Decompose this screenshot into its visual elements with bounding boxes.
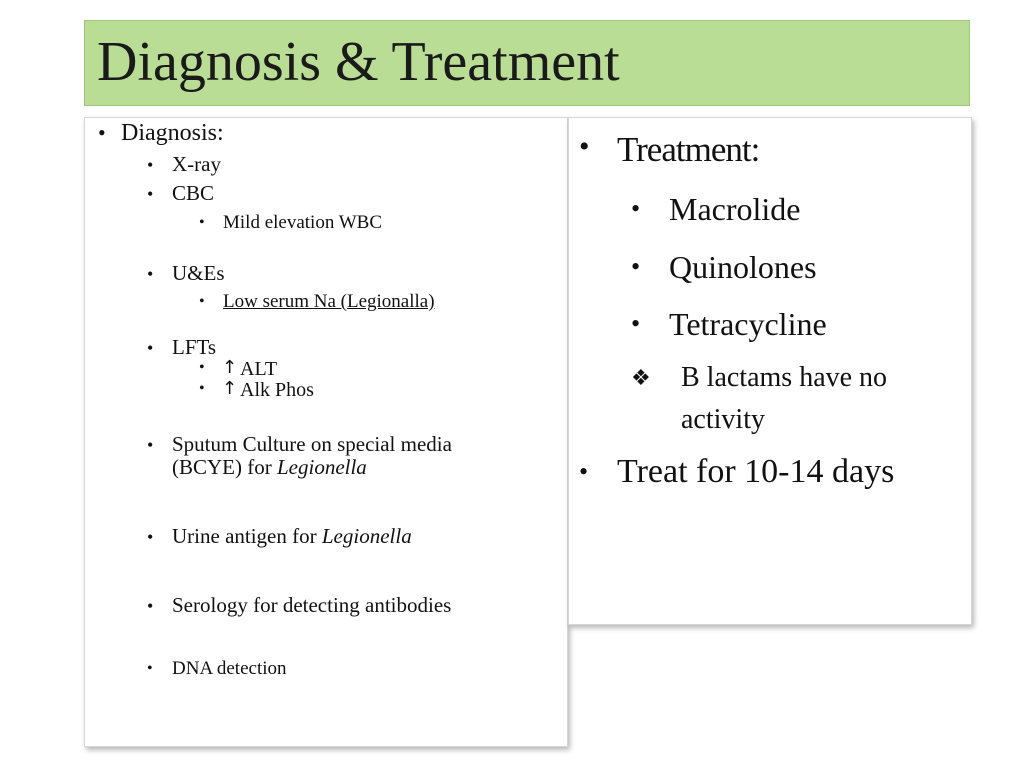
diag-sputum-line1: Sputum Culture on special media (172, 432, 452, 456)
bullet-icon: • (147, 596, 154, 616)
diag-lfts: LFTs (172, 335, 217, 359)
bullet-icon: • (579, 457, 589, 486)
treatment-quinolones: Quinolones (669, 249, 817, 285)
title-bar (84, 20, 970, 106)
diag-xray: X-ray (172, 152, 221, 176)
diag-sputum-line2 (172, 455, 367, 480)
diag-sputum-prefix: (BCYE) for (172, 455, 277, 479)
bullet-icon: • (631, 252, 641, 281)
bullet-icon: • (147, 155, 154, 175)
up-arrow-icon: ↑ (222, 357, 238, 378)
diag-cbc-detail: Mild elevation WBC (223, 212, 383, 233)
bullet-icon: • (631, 309, 641, 338)
bullet-icon: • (147, 660, 153, 677)
diag-cbc: CBC (172, 181, 215, 205)
diag-dna: DNA detection (172, 658, 287, 679)
diag-alt: ALT (240, 358, 278, 380)
bullet-icon: • (199, 293, 205, 310)
diagnosis-panel (84, 117, 568, 747)
diag-ues: U&Es (172, 261, 225, 285)
bullet-icon: • (147, 527, 154, 547)
up-arrow-icon: ↑ (222, 378, 238, 399)
diag-alk-phos: Alk Phos (240, 379, 314, 401)
bullet-icon: • (199, 359, 205, 376)
diag-sputum-organism: Legionella (276, 455, 367, 479)
bullet-icon: • (147, 184, 154, 204)
diag-urine-organism: Legionella (321, 524, 412, 548)
bullet-icon: • (199, 214, 205, 231)
treatment-lactams-line1: B lactams have no (681, 362, 888, 393)
diagnosis-heading: Diagnosis: (121, 120, 224, 146)
bullet-icon: • (147, 338, 154, 358)
treatment-duration: Treat for 10-14 days (617, 453, 895, 490)
treatment-lactams-line2: activity (681, 404, 765, 435)
treatment-macrolide: Macrolide (669, 191, 801, 227)
diag-ues-detail: Low serum Na (Legionalla) (223, 291, 435, 312)
bullet-icon: • (147, 435, 154, 455)
diag-serology: Serology for detecting antibodies (172, 593, 452, 617)
bullet-icon: • (199, 380, 205, 397)
bullet-icon: • (579, 130, 590, 163)
bullet-icon: • (147, 264, 154, 284)
treatment-heading: Treatment: (617, 130, 760, 169)
diag-urine-prefix: Urine antigen for (172, 524, 322, 548)
diamond-bullet-icon: ❖ (631, 366, 651, 391)
bullet-icon: • (98, 120, 106, 145)
slide-title: Diagnosis & Treatment (97, 31, 620, 93)
bullet-icon: • (631, 194, 641, 223)
diag-urine (172, 524, 412, 549)
treatment-panel (568, 117, 972, 625)
treatment-tetracycline: Tetracycline (669, 306, 827, 342)
